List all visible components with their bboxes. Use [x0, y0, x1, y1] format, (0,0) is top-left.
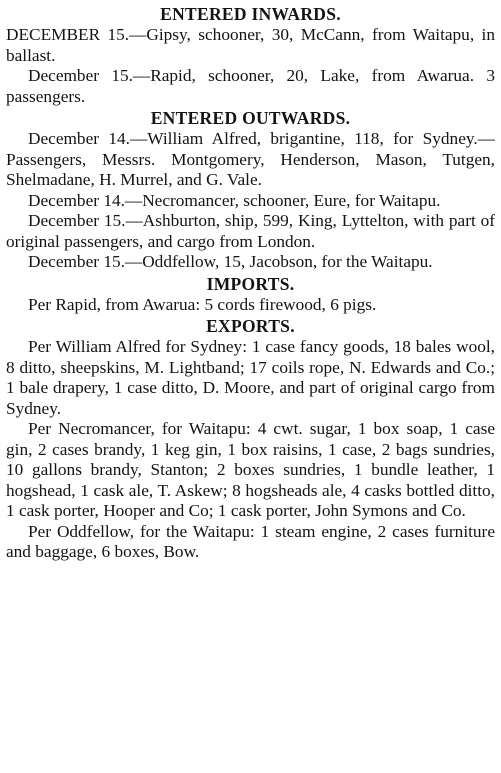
- paragraph: December 14.—Necromancer, schooner, Eure, for Waitapu.: [28, 190, 441, 210]
- paragraph: Per William Alfred for Sydney: 1 case fancy goods, 18 bales wool, 8 ditto, sheepskins, M. Lightband; 17 coils rope, N. Edwards and Co.; 1 bale drapery, 1 case ditto, D. Moore, and part of original cargo from Sydney.: [6, 337, 495, 418]
- heading-imports: IMPORTS.: [206, 273, 295, 294]
- paragraph: Per Necromancer, for Waitapu: 4 cwt. sugar, 1 box soap, 1 case gin, 2 cases brandy, 1 keg gin, 1 box raisins, 1 case, 2 bags sundries, 10 gallons brandy, Stanton; 2 boxes sundries, 1 bundle leather, 1 hogshead, 1 cask ale, T. Askew; 8 hogsheads ale, 4 casks bottled ditto, 1 cask porter, Hooper and Co; 1 cask porter, John Symons and Co.: [6, 419, 495, 520]
- heading-entered-outwards: ENTERED OUTWARDS.: [150, 108, 351, 128]
- paragraph: December 15.—Ashburton, ship, 599, King, Lyttelton, with part of original passengers, and cargo from London.: [6, 211, 495, 251]
- paragraph: Per Oddfellow, for the Waitapu: 1 steam engine, 2 cases furniture and baggage, 6 boxes, Bow.: [6, 521, 495, 561]
- heading-exports: EXPORTS.: [206, 316, 295, 336]
- heading-entered-inwards: ENTERED INWARDS.: [160, 4, 341, 24]
- paragraph: December 14.—William Alfred, brigantine, 118, for Sydney.—Passengers, Messrs. Montgomery, Henderson, Mason, Tutgen, Shelmadane, H. Murrel, and G. Vale.: [6, 129, 495, 189]
- paragraph: Per Rapid, from Awarua: 5 cords firewood, 6 pigs.: [28, 294, 377, 314]
- paragraph: December 15.—Rapid, schooner, 20, Lake, from Awarua. 3 passengers.: [6, 66, 495, 106]
- paragraph: December 15.—Oddfellow, 15, Jacobson, for the Waitapu.: [28, 252, 433, 271]
- paragraph: DECEMBER 15.—Gipsy, schooner, 30, McCann, from Waitapu, in ballast.: [6, 25, 495, 65]
